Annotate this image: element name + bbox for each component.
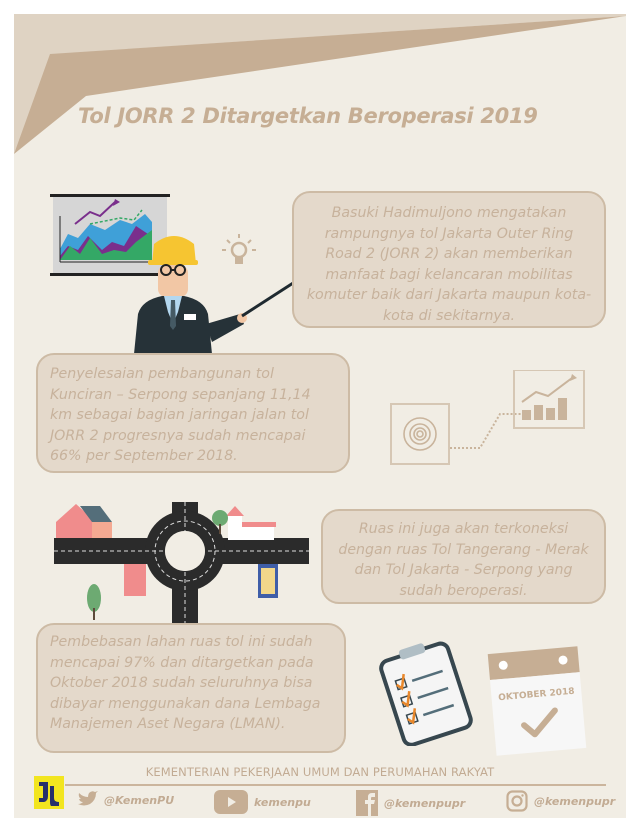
- connection-box: Ruas ini juga akan terkoneksi dengan ruas Tol Tangerang - Merak dan Tol Jakarta - Serpong yang sudah beroperasi.: [321, 509, 606, 604]
- youtube-icon: [214, 790, 248, 814]
- social-youtube[interactable]: [214, 790, 311, 814]
- gear-to-growth-diagram: [388, 370, 588, 480]
- page-title: Tol JORR 2 Ditargetkan Beroperasi 2019: [78, 104, 538, 128]
- checkmark-icon: [519, 706, 562, 741]
- social-twitter[interactable]: [76, 790, 174, 810]
- pupr-logo: [34, 776, 64, 809]
- land-acquisition-box: Pembebasan lahan ruas tol ini sudah mencapai 97% dan ditargetkan pada Oktober 2018 sudah seluruhnya bisa dibayar menggunakan dana Lembaga Manajemen Aset Negara (LMAN).: [36, 623, 346, 753]
- quote-box: Basuki Hadimuljono mengatakan rampungnya tol Jakarta Outer Ring Road 2 (JORR 2) akan memberikan manfaat bagi kelancaran mobilitas komuter baik dari Jakarta maupun kota-kota di sekitarnya.: [292, 191, 606, 328]
- lightbulb-icon: [219, 232, 259, 272]
- youtube-handle: kemenpu: [254, 795, 311, 809]
- clipboard-checklist-icon: [376, 636, 476, 746]
- facebook-icon: [356, 790, 378, 816]
- roundabout-illustration: [54, 502, 324, 624]
- twitter-icon: [76, 790, 98, 810]
- progress-box: Penyelesaian pembangunan tol Kunciran – Serpong sepanjang 11,14 km sebagai bagian jaringan jalan tol JORR 2 progresnya sudah mencapai 66% per September 2018.: [36, 353, 350, 473]
- twitter-handle: @KemenPU: [104, 793, 175, 807]
- instagram-icon: [506, 790, 528, 812]
- facebook-handle: @kemenpupr: [384, 796, 466, 810]
- calendar-icon: [488, 646, 587, 755]
- footer-divider: [65, 784, 606, 786]
- infographic-page: [14, 14, 626, 818]
- social-facebook[interactable]: [356, 790, 465, 816]
- header-decoration: [14, 14, 626, 174]
- footer-organization: KEMENTERIAN PEKERJAAN UMUM DAN PERUMAHAN RAKYAT: [145, 765, 495, 779]
- calendar-label: OKTOBER 2018: [497, 686, 576, 704]
- social-instagram[interactable]: [506, 790, 615, 812]
- instagram-handle: @kemenpupr: [534, 794, 616, 808]
